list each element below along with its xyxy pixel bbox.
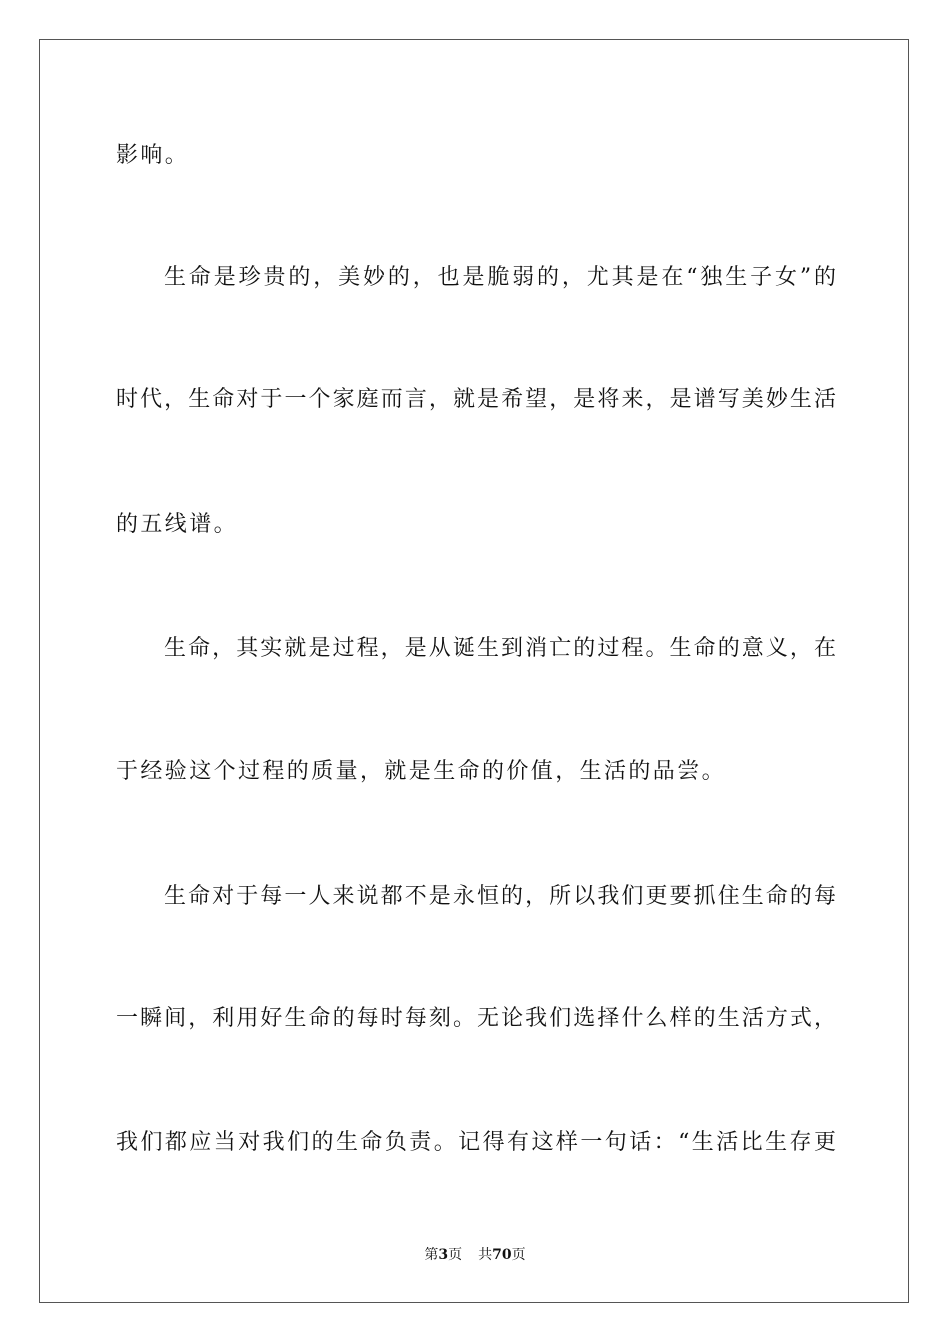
page-prefix: 第 — [424, 1247, 439, 1263]
text-line-7: 生命对于每一人来说都不是永恒的，所以我们更要抓住生命的每 — [164, 884, 836, 909]
text-line-6: 于经验这个过程的质量，就是生命的价值，生活的品尝。 — [116, 759, 727, 784]
text-line-1: 影响。 — [116, 143, 190, 168]
page-number: 3 — [438, 1247, 449, 1263]
total-prefix: 共 — [478, 1247, 493, 1263]
text-line-5: 生命，其实就是过程，是从诞生到消亡的过程。生命的意义，在 — [164, 636, 836, 661]
total-pages: 70 — [492, 1247, 512, 1263]
text-line-9: 我们都应当对我们的生命负责。记得有这样一句话：“生活比生存更 — [116, 1130, 836, 1155]
text-line-3: 时代，生命对于一个家庭而言，就是希望，是将来，是谱写美妙生活 — [116, 387, 836, 412]
page-border — [39, 39, 909, 1303]
page-footer — [0, 1245, 950, 1265]
text-line-4: 的五线谱。 — [116, 512, 239, 537]
text-line-8: 一瞬间，利用好生命的每时每刻。无论我们选择什么样的生活方式， — [116, 1006, 836, 1031]
text-line-2: 生命是珍贵的，美妙的，也是脆弱的，尤其是在“独生子女”的 — [164, 265, 836, 290]
page-suffix: 页 — [448, 1247, 463, 1263]
total-suffix: 页 — [511, 1247, 526, 1263]
